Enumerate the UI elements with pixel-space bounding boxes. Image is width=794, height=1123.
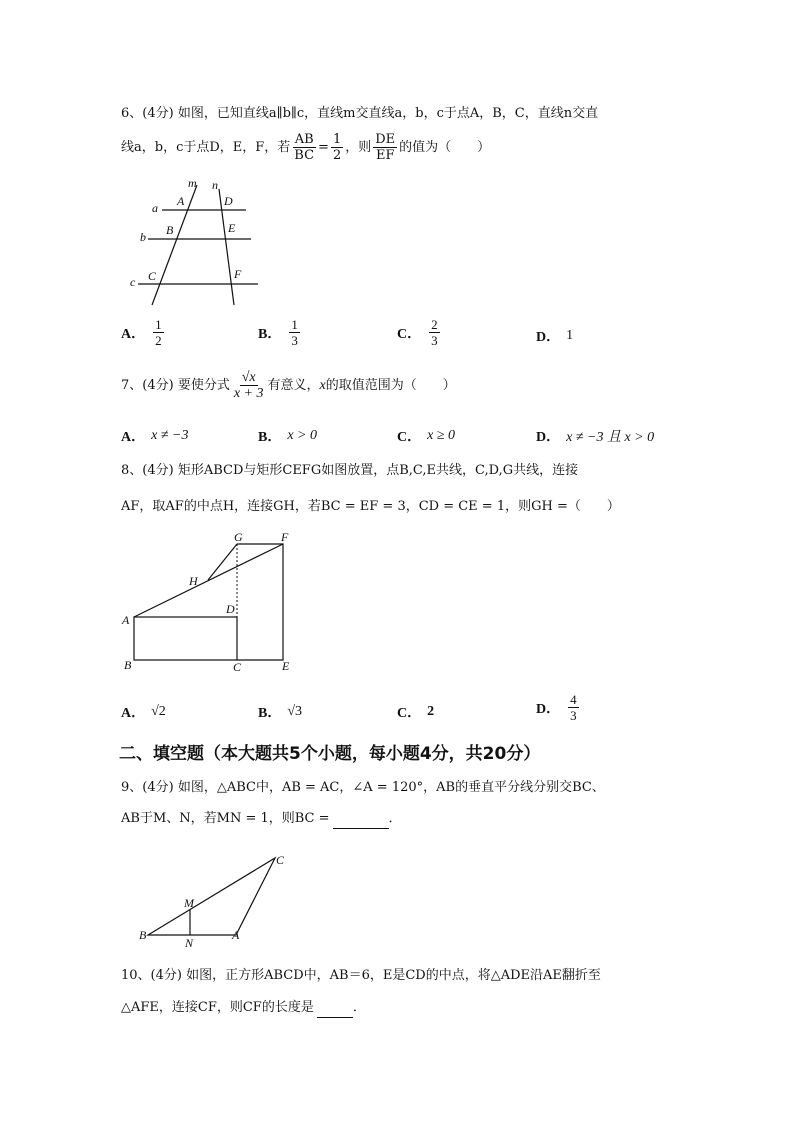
q6-line1: 6、(4分) 如图，已知直线a∥b∥c，直线m交直线a，b，c于点A，B，C，直线n交直 (121, 106, 599, 121)
option-letter: B． (258, 430, 282, 445)
frac-denominator: 3 (291, 333, 298, 348)
q9-line1: 9、(4分) 如图，△ABC中，AB = AC，∠A = 120°，AB的垂直平分线分别交BC、 (121, 780, 605, 795)
label-A: A (232, 928, 240, 942)
q7-fraction (232, 370, 266, 401)
answer-blank[interactable] (333, 814, 389, 829)
frac-numerator: √x (241, 370, 256, 385)
frac-numerator: 2 (431, 317, 438, 332)
option-letter: A． (121, 430, 146, 445)
frac-denominator: 2 (155, 333, 162, 348)
q7-option-b[interactable] (258, 426, 317, 446)
q8-option-b[interactable] (258, 702, 302, 722)
label-N: N (185, 936, 194, 950)
option-text: x ≠ −3 且 x > 0 (566, 430, 655, 445)
label-c: c (130, 275, 136, 289)
label-F: F (234, 267, 242, 281)
label-H: H (189, 574, 198, 588)
option-fraction (429, 317, 440, 348)
frac-denominator: EF (375, 148, 395, 163)
option-letter: D． (536, 330, 561, 345)
q6-line2-mid: ，则 (345, 139, 372, 155)
option-letter: A． (121, 326, 146, 342)
option-text: 2 (427, 704, 435, 719)
q6-fraction-ab-bc (292, 132, 316, 163)
frac-numerator: 1 (332, 132, 342, 147)
q7-stem-pre: 7、(4分) 要使分式 (121, 377, 230, 393)
label-E: E (228, 221, 236, 235)
q6-parallel-lines-figure (120, 175, 270, 310)
q7-stem (121, 370, 456, 401)
frac-numerator: DE (375, 132, 396, 147)
q6-fraction-de-ef (373, 132, 397, 163)
label-n: n (212, 178, 218, 192)
q6-option-d[interactable] (536, 326, 573, 346)
q9-line2-end: ． (388, 811, 402, 826)
label-B: B (124, 658, 132, 672)
option-text: 1 (566, 328, 574, 343)
q6-line2 (121, 132, 490, 163)
q7-option-a[interactable] (121, 426, 188, 446)
label-m: m (188, 176, 197, 190)
line-m (152, 185, 197, 305)
q9-line2-text: AB于M、N，若MN = 1，则BC = (121, 811, 330, 826)
label-a: a (152, 201, 158, 215)
q8-line1: 8、(4分) 矩形ABCD与矩形CEFG如图放置，点B,C,E共线，C,D,G共线，连接 (121, 463, 579, 478)
frac-denominator: BC (294, 148, 315, 163)
q9-line2 (121, 809, 402, 829)
q7-option-c[interactable] (397, 426, 455, 446)
label-E: E (282, 659, 290, 673)
q6-option-a[interactable] (121, 317, 166, 348)
option-letter: B． (258, 706, 282, 721)
q7-stem-post: 的取值范围为（ ） (325, 377, 456, 393)
option-letter: D． (536, 430, 561, 445)
q10-line1: 10、(4分) 如图，正方形ABCD中，AB＝6，E是CD的中点，将△ADE沿AE翻折至 (121, 968, 601, 983)
option-letter: B． (258, 326, 282, 342)
option-fraction (153, 317, 164, 348)
option-letter: C． (397, 326, 422, 342)
option-letter: C． (397, 430, 422, 445)
q6-line2-pre: 线a，b，c于点D，E，F，若 (121, 139, 291, 155)
frac-numerator: AB (294, 132, 314, 147)
label-D: D (226, 602, 235, 616)
triangle-abc (148, 858, 275, 935)
label-D: D (224, 194, 233, 208)
label-F: F (281, 530, 289, 544)
segment-af (134, 544, 283, 617)
option-letter: D． (536, 701, 561, 717)
label-A: A (177, 194, 185, 208)
q10-line2 (121, 998, 366, 1018)
option-text: x ≠ −3 (151, 428, 189, 443)
q8-line2: AF，取AF的中点H，连接GH，若BC = EF = 3，CD = CE = 1，则GH =（ ） (121, 499, 620, 514)
q8-rectangles-figure (118, 530, 303, 678)
frac-numerator: 1 (291, 317, 298, 332)
rectangle-abcd (134, 617, 237, 660)
label-B: B (166, 223, 174, 237)
frac-denominator: 3 (570, 708, 577, 723)
section-heading-fill-in: 二、填空题（本大题共5个小题，每小题4分，共20分） (119, 744, 541, 764)
rectangle-cefg (237, 544, 283, 660)
q9-triangle-figure (136, 850, 296, 950)
label-G: G (234, 530, 243, 544)
option-text: x ≥ 0 (427, 428, 456, 443)
option-text: x > 0 (287, 428, 318, 443)
option-letter: C． (397, 706, 422, 721)
q6-option-b[interactable] (258, 317, 302, 348)
frac-denominator: 3 (431, 333, 438, 348)
frac-numerator: 4 (570, 692, 577, 707)
label-M: M (184, 896, 194, 910)
label-B: B (139, 928, 147, 942)
frac-numerator: 1 (155, 317, 162, 332)
frac-denominator: x + 3 (233, 386, 264, 401)
option-text: √2 (151, 704, 166, 719)
label-b: b (140, 230, 146, 244)
option-fraction (289, 317, 300, 348)
q7-stem-mid: 有意义， (267, 377, 320, 393)
q6-line2-post: 的值为（ ） (399, 139, 491, 155)
segment-gh (208, 544, 237, 580)
q10-line2-end: ． (352, 1000, 366, 1015)
q8-option-a[interactable] (121, 702, 166, 722)
option-text: √3 (287, 704, 303, 719)
label-C: C (276, 853, 285, 867)
frac-denominator: 2 (332, 148, 342, 163)
label-C: C (233, 660, 242, 674)
label-A: A (122, 613, 130, 627)
q8-option-c[interactable] (397, 702, 434, 722)
q7-option-d[interactable] (536, 426, 654, 446)
equals-sign: = (318, 139, 329, 155)
q7-variable: x (319, 377, 326, 393)
q6-option-c[interactable] (397, 317, 442, 348)
q6-fraction-one-half (331, 132, 343, 163)
option-letter: A． (121, 706, 146, 721)
q10-line2-text: △AFE，连接CF，则CF的长度是 (121, 1000, 314, 1015)
label-C: C (148, 269, 157, 283)
answer-blank[interactable] (317, 1003, 353, 1018)
option-fraction (568, 692, 579, 723)
q8-option-d[interactable] (536, 692, 581, 723)
